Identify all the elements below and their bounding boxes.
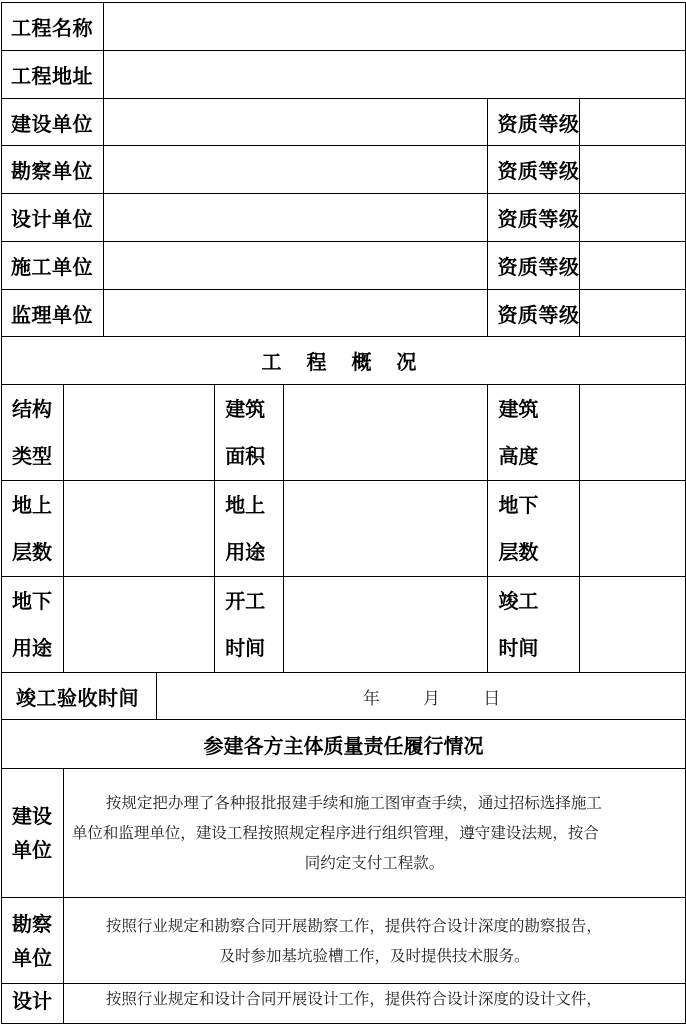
above-ground-floors-label: 地上 层数 <box>2 481 64 577</box>
acceptance-time-label: 竣工验收时间 <box>2 673 157 720</box>
qualification-value[interactable] <box>580 242 686 290</box>
row-responsibility-title <box>2 720 686 769</box>
building-area-label: 建筑 面积 <box>215 385 284 481</box>
building-height-value[interactable] <box>580 385 686 481</box>
project-name-value[interactable] <box>103 3 685 51</box>
survey-unit-description: 按照行业规定和勘察合同开展勘察工作，提供符合设计深度的勘察报告， 及时参加基坑验槽工作，及时提供技术服务。 <box>63 898 685 984</box>
start-time-value[interactable] <box>284 577 488 673</box>
qualification-label: 资质等级 <box>488 99 580 146</box>
row-unit <box>2 99 686 146</box>
responsibility-title: 参建各方主体质量责任履行情况 <box>2 720 686 769</box>
construction-unit-description: 按规定把办理了各种报批报建手续和施工图审查手续，通过招标选择施工 单位和监理单位，建设工程按照规定程序进行组织管理，遵守建设法规，按合 同约定支付工程款。 <box>63 769 685 898</box>
overview-row <box>2 385 686 481</box>
underground-use-value[interactable] <box>63 577 214 673</box>
start-time-label: 开工 时间 <box>215 577 284 673</box>
project-address-label: 工程地址 <box>2 51 104 99</box>
row-project-name <box>2 3 686 51</box>
unit-label: 建设单位 <box>2 99 104 146</box>
qualification-label: 资质等级 <box>488 194 580 242</box>
row-overview-title <box>2 337 686 385</box>
unit-value[interactable] <box>103 146 488 194</box>
design-unit-description: 按照行业规定和设计合同开展设计工作，提供符合设计深度的设计文件， <box>63 984 685 1024</box>
form-table <box>1 2 686 1024</box>
day-label: 日 <box>483 688 501 709</box>
acceptance-date-value[interactable] <box>156 673 685 720</box>
above-ground-floors-value[interactable] <box>63 481 214 577</box>
unit-label: 勘察单位 <box>2 146 104 194</box>
overview-row <box>2 577 686 673</box>
unit-label: 设计单位 <box>2 194 104 242</box>
responsibility-row <box>2 984 686 1024</box>
above-ground-use-label: 地上 用途 <box>215 481 284 577</box>
overview-title: 工 程 概 况 <box>2 337 686 385</box>
responsibility-row <box>2 769 686 898</box>
underground-floors-value[interactable] <box>580 481 686 577</box>
row-unit <box>2 242 686 290</box>
building-height-label: 建筑 高度 <box>488 385 580 481</box>
project-address-value[interactable] <box>103 51 685 99</box>
structure-type-label: 结构 类型 <box>2 385 64 481</box>
project-name-label: 工程名称 <box>2 3 104 51</box>
qualification-value[interactable] <box>580 194 686 242</box>
year-label: 年 <box>362 688 380 709</box>
unit-value[interactable] <box>103 99 488 146</box>
responsibility-row <box>2 898 686 984</box>
building-area-value[interactable] <box>284 385 488 481</box>
unit-label: 监理单位 <box>2 290 104 337</box>
unit-label: 施工单位 <box>2 242 104 290</box>
qualification-label: 资质等级 <box>488 242 580 290</box>
unit-value[interactable] <box>103 290 488 337</box>
qualification-value[interactable] <box>580 99 686 146</box>
unit-value[interactable] <box>103 194 488 242</box>
survey-unit-label: 勘察 单位 <box>2 898 64 984</box>
construction-unit-label: 建设 单位 <box>2 769 64 898</box>
unit-value[interactable] <box>103 242 488 290</box>
overview-row <box>2 481 686 577</box>
month-label: 月 <box>423 688 441 709</box>
underground-use-label: 地下 用途 <box>2 577 64 673</box>
underground-floors-label: 地下 层数 <box>488 481 580 577</box>
completion-time-value[interactable] <box>580 577 686 673</box>
qualification-value[interactable] <box>580 290 686 337</box>
row-unit <box>2 194 686 242</box>
qualification-label: 资质等级 <box>488 146 580 194</box>
above-ground-use-value[interactable] <box>284 481 488 577</box>
qualification-label: 资质等级 <box>488 290 580 337</box>
design-unit-label: 设计 <box>2 984 64 1024</box>
completion-time-label: 竣工 时间 <box>488 577 580 673</box>
row-unit <box>2 290 686 337</box>
row-project-address <box>2 51 686 99</box>
qualification-value[interactable] <box>580 146 686 194</box>
row-acceptance-time <box>2 673 686 720</box>
structure-type-value[interactable] <box>63 385 214 481</box>
row-unit <box>2 146 686 194</box>
